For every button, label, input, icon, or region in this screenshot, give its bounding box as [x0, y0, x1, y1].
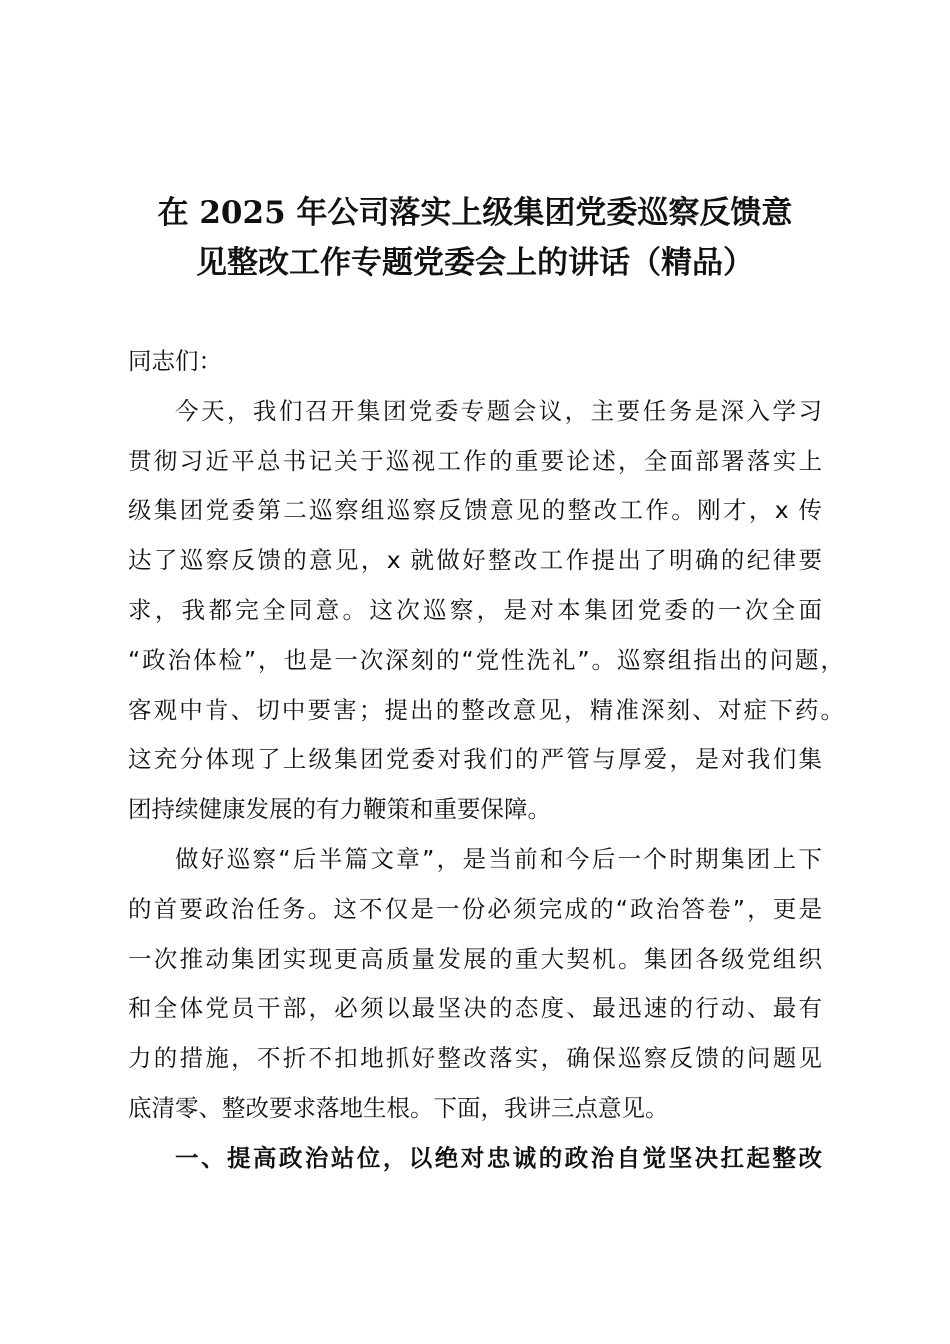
paragraph-line: 贯彻习近平总书记关于巡视工作的重要论述，全面部署落实上	[128, 446, 822, 475]
title-line: 在 2025 年公司落实上级集团党委巡察反馈意	[157, 195, 793, 231]
paragraph-line: 这充分体现了上级集团党委对我们的严管与厚爱，是对我们集	[128, 745, 822, 774]
paragraph-line: 团持续健康发展的有力鞭策和重要保障。	[128, 795, 551, 824]
paragraph-line: 求，我都完全同意。这次巡察，是对本集团党委的一次全面	[128, 595, 822, 624]
paragraph-line: 级集团党委第二巡察组巡察反馈意见的整改工作。刚才，x 传	[128, 496, 822, 525]
salutation: 同志们：	[128, 347, 222, 375]
paragraph-line: 的首要政治任务。这不仅是一份必须完成的“政治答卷”，更是	[128, 894, 822, 923]
paragraph-line: 达了巡察反馈的意见，x 就做好整改工作提出了明确的纪律要	[128, 546, 822, 575]
paragraph-line: 底清零、整改要求落地生根。下面，我讲三点意见。	[128, 1093, 669, 1122]
document-title	[128, 188, 822, 288]
paragraph-line: 和全体党员干部，必须以最坚决的态度、最迅速的行动、最有	[128, 994, 822, 1023]
paragraph-line: 客观中肯、切中要害；提出的整改意见，精准深刻、对症下药。	[128, 695, 844, 724]
paragraph-line: 做好巡察“后半篇文章”，是当前和今后一个时期集团上下	[175, 844, 822, 873]
paragraph-line: 今天，我们召开集团党委专题会议，主要任务是深入学习	[175, 396, 822, 425]
paragraph-line: 一次推动集团实现更高质量发展的重大契机。集团各级党组织	[128, 944, 822, 973]
paragraph-line: 力的措施，不折不扣地抓好整改落实，确保巡察反馈的问题见	[128, 1044, 822, 1073]
paragraph-line: “政治体检”，也是一次深刻的“党性洗礼”。巡察组指出的问题，	[128, 645, 844, 674]
section-heading: 一、提高政治站位，以绝对忠诚的政治自觉坚决扛起整改	[175, 1143, 822, 1172]
document-body	[128, 337, 844, 1184]
title-line: 见整改工作专题党委会上的讲话（精品）	[196, 245, 754, 281]
